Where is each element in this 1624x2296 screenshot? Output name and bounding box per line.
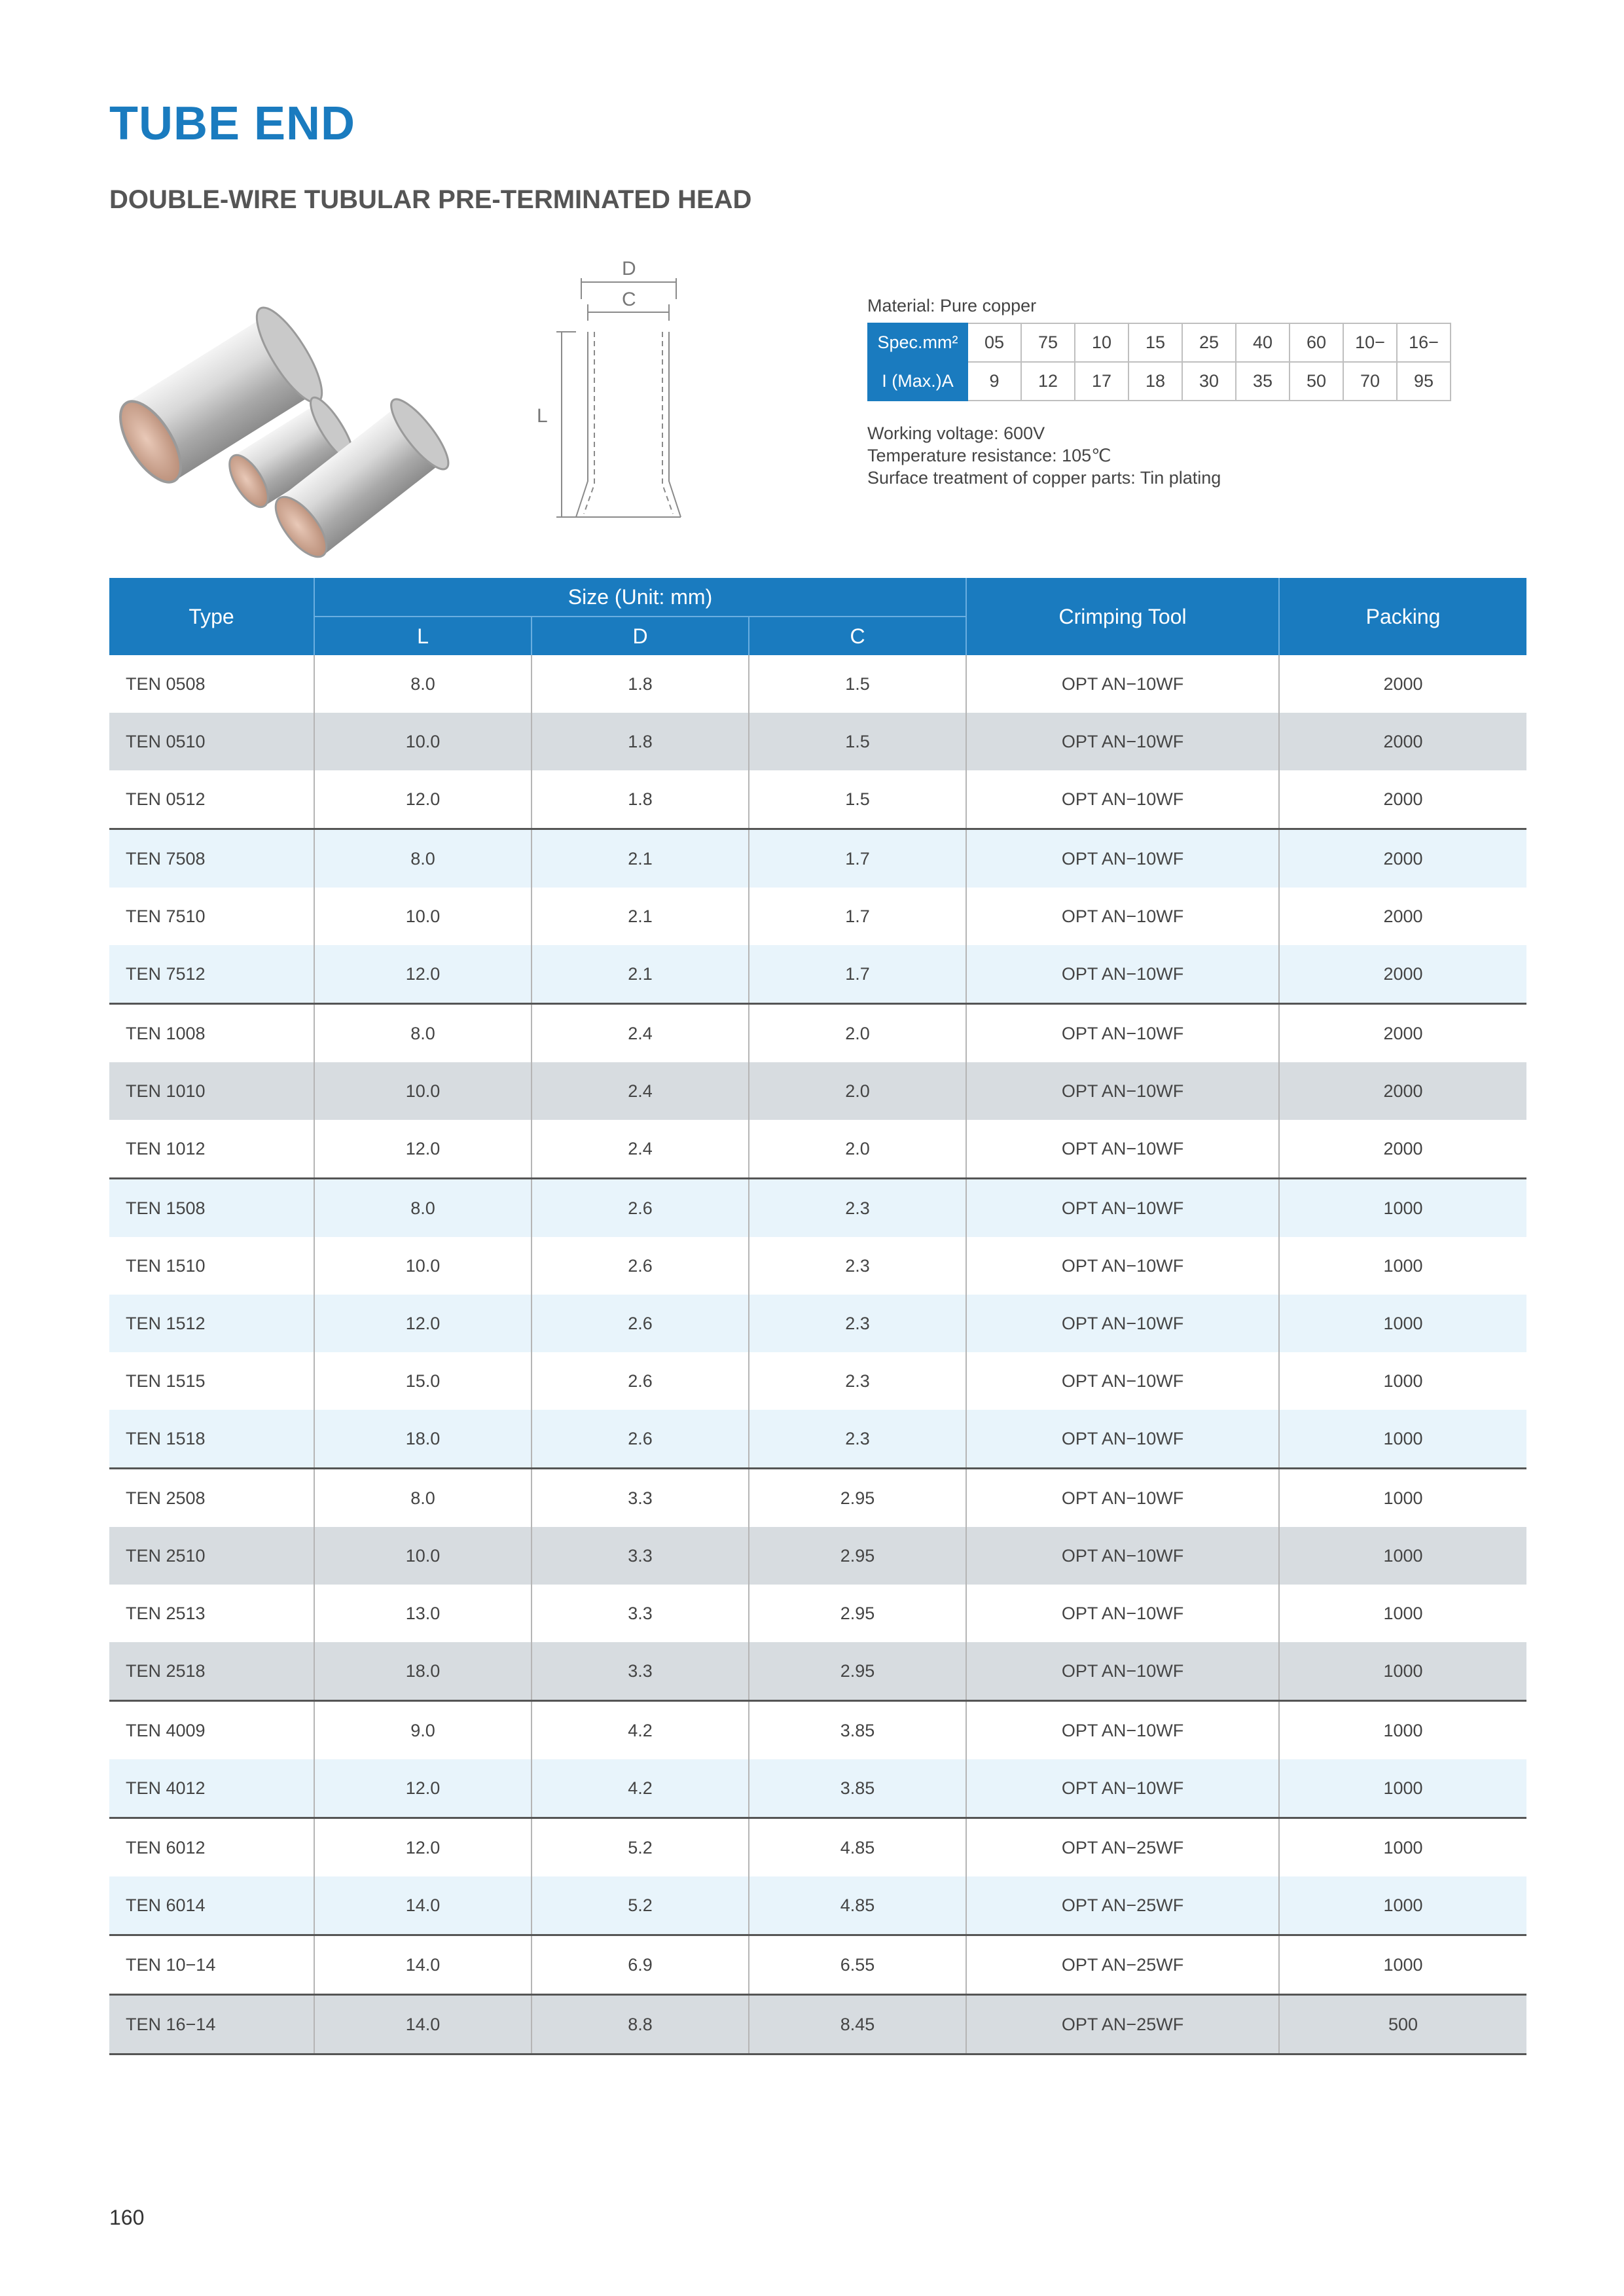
cell-type: TEN 1512 (126, 1313, 206, 1333)
cell-c: 2.95 (749, 1585, 966, 1642)
cell-d: 3.3 (532, 1469, 749, 1528)
spec-row-spec (868, 323, 1451, 362)
table-row (109, 1469, 1526, 1528)
cell-packing: 2000 (1279, 1120, 1526, 1179)
table-row (109, 655, 1526, 713)
cell-packing: 1000 (1279, 1469, 1526, 1528)
cell-packing: 2000 (1279, 1062, 1526, 1120)
cell-packing: 500 (1279, 1995, 1526, 2054)
label-l: L (537, 405, 548, 427)
spec-cell: 05 (967, 323, 1021, 362)
cell-c: 2.3 (749, 1179, 966, 1238)
cell-d: 2.6 (532, 1295, 749, 1352)
cell-tool: OPT AN−10WF (966, 1701, 1279, 1760)
product-photo (98, 272, 465, 560)
cell-packing: 1000 (1279, 1527, 1526, 1585)
cell-c: 4.85 (749, 1876, 966, 1935)
cell-d: 3.3 (532, 1585, 749, 1642)
table-row (109, 1004, 1526, 1063)
cell-d: 1.8 (532, 713, 749, 770)
cell-packing: 2000 (1279, 770, 1526, 829)
cell-tool: OPT AN−10WF (966, 1352, 1279, 1410)
header-c: C (749, 617, 966, 655)
cell-c: 2.3 (749, 1237, 966, 1295)
cell-type: TEN 4009 (109, 1701, 314, 1760)
spec-cell: 30 (1182, 362, 1236, 401)
table-row (109, 770, 1526, 829)
header-packing: Packing (1279, 578, 1526, 655)
cell-d: 2.4 (532, 1120, 749, 1179)
table-row (109, 1410, 1526, 1469)
cell-c: 6.55 (749, 1935, 966, 1995)
spec-cell: 35 (1236, 362, 1290, 401)
cell-type: TEN 1515 (126, 1371, 206, 1391)
cell-l: 8.0 (314, 1469, 532, 1528)
cell-c: 2.0 (749, 1004, 966, 1063)
table-row (109, 1179, 1526, 1238)
cell-packing: 2000 (1279, 945, 1526, 1004)
cell-d: 2.1 (532, 829, 749, 888)
spec-row-current (868, 362, 1451, 401)
cell-c: 1.7 (749, 945, 966, 1004)
cell-tool: OPT AN−10WF (966, 1759, 1279, 1818)
spec-row-header: Spec.mm² (868, 323, 967, 362)
header-l: L (314, 617, 532, 655)
spec-cell: 60 (1290, 323, 1343, 362)
table-row (109, 1701, 1526, 1760)
cell-c: 2.3 (749, 1295, 966, 1352)
cell-type: TEN 0510 (126, 731, 206, 751)
table-row (109, 1818, 1526, 1877)
cell-d: 6.9 (532, 1935, 749, 1995)
spec-cell: 70 (1343, 362, 1397, 401)
cell-c: 2.95 (749, 1469, 966, 1528)
header-crimping-tool: Crimping Tool (966, 578, 1279, 655)
cell-type: TEN 0508 (126, 673, 206, 694)
cell-type: TEN 2510 (126, 1545, 206, 1566)
cell-l: 10.0 (314, 1527, 532, 1585)
cell-l: 10.0 (314, 1062, 532, 1120)
cell-packing: 1000 (1279, 1410, 1526, 1469)
cell-d: 5.2 (532, 1818, 749, 1877)
cell-tool: OPT AN−10WF (966, 1237, 1279, 1295)
note-temperature: Temperature resistance: 105℃ (867, 446, 1111, 465)
cell-c: 2.95 (749, 1642, 966, 1701)
cell-packing: 1000 (1279, 1818, 1526, 1877)
spec-notes (867, 422, 1221, 489)
cell-d: 2.1 (532, 945, 749, 1004)
cell-c: 1.7 (749, 829, 966, 888)
cell-tool: OPT AN−25WF (966, 1818, 1279, 1877)
cell-c: 1.5 (749, 770, 966, 829)
cell-packing: 1000 (1279, 1642, 1526, 1701)
table-row (109, 1585, 1526, 1642)
cell-type: TEN 6014 (126, 1895, 206, 1915)
spec-cell: 25 (1182, 323, 1236, 362)
cell-d: 5.2 (532, 1876, 749, 1935)
cell-packing: 2000 (1279, 888, 1526, 945)
cell-tool: OPT AN−25WF (966, 1876, 1279, 1935)
cell-d: 2.6 (532, 1179, 749, 1238)
dimension-drawing (530, 259, 727, 533)
cell-l: 18.0 (314, 1410, 532, 1469)
cell-type: TEN 7508 (109, 829, 314, 888)
cell-d: 8.8 (532, 1995, 749, 2054)
spec-cell: 40 (1236, 323, 1290, 362)
spec-cell: 10− (1343, 323, 1397, 362)
cell-packing: 1000 (1279, 1179, 1526, 1238)
spec-cell: 75 (1021, 323, 1075, 362)
table-row (109, 1995, 1526, 2054)
cell-c: 1.5 (749, 655, 966, 713)
cell-l: 9.0 (314, 1701, 532, 1760)
cell-packing: 1000 (1279, 1295, 1526, 1352)
cell-l: 8.0 (314, 1004, 532, 1063)
spec-cell: 18 (1128, 362, 1182, 401)
cell-c: 4.85 (749, 1818, 966, 1877)
cell-tool: OPT AN−10WF (966, 1642, 1279, 1701)
note-surface: Surface treatment of copper parts: Tin plating (867, 468, 1221, 488)
cell-tool: OPT AN−10WF (966, 1120, 1279, 1179)
cell-packing: 1000 (1279, 1759, 1526, 1818)
table-row (109, 1062, 1526, 1120)
cell-tool: OPT AN−25WF (966, 1935, 1279, 1995)
spec-cell: 95 (1397, 362, 1451, 401)
cell-c: 8.45 (749, 1995, 966, 2054)
cell-tool: OPT AN−10WF (966, 1469, 1279, 1528)
table-row (109, 945, 1526, 1004)
cell-d: 2.4 (532, 1004, 749, 1063)
spec-cell: 15 (1128, 323, 1182, 362)
cell-type: TEN 2508 (109, 1469, 314, 1528)
cell-c: 1.7 (749, 888, 966, 945)
cell-l: 8.0 (314, 829, 532, 888)
cell-type: TEN 16−14 (109, 1995, 314, 2054)
header-size: Size (Unit: mm) (314, 578, 966, 617)
cell-l: 12.0 (314, 770, 532, 829)
cell-c: 2.95 (749, 1527, 966, 1585)
cell-tool: OPT AN−10WF (966, 1062, 1279, 1120)
cell-d: 2.6 (532, 1352, 749, 1410)
cell-packing: 2000 (1279, 1004, 1526, 1063)
cell-type: TEN 4012 (126, 1778, 206, 1798)
cell-d: 2.4 (532, 1062, 749, 1120)
cell-l: 10.0 (314, 713, 532, 770)
cell-tool: OPT AN−10WF (966, 1527, 1279, 1585)
spec-cell: 9 (967, 362, 1021, 401)
spec-cell: 16− (1397, 323, 1451, 362)
table-row (109, 1759, 1526, 1818)
cell-l: 12.0 (314, 1295, 532, 1352)
cell-tool: OPT AN−10WF (966, 713, 1279, 770)
cell-tool: OPT AN−10WF (966, 888, 1279, 945)
cell-d: 4.2 (532, 1701, 749, 1760)
cell-l: 8.0 (314, 655, 532, 713)
cell-packing: 1000 (1279, 1237, 1526, 1295)
cell-type: TEN 2513 (126, 1603, 206, 1623)
cell-packing: 2000 (1279, 655, 1526, 713)
cell-l: 12.0 (314, 1818, 532, 1877)
cell-packing: 1000 (1279, 1585, 1526, 1642)
cell-tool: OPT AN−25WF (966, 1995, 1279, 2054)
cell-d: 1.8 (532, 770, 749, 829)
cell-d: 2.6 (532, 1410, 749, 1469)
cell-packing: 1000 (1279, 1352, 1526, 1410)
spec-cell: 12 (1021, 362, 1075, 401)
cell-type: TEN 1518 (126, 1428, 206, 1448)
spec-cell: 10 (1075, 323, 1128, 362)
spec-cell: 50 (1290, 362, 1343, 401)
page-subtitle: DOUBLE-WIRE TUBULAR PRE-TERMINATED HEAD (109, 185, 752, 214)
cell-type: TEN 7512 (126, 963, 206, 984)
spec-cell: 17 (1075, 362, 1128, 401)
cell-tool: OPT AN−10WF (966, 770, 1279, 829)
cell-tool: OPT AN−10WF (966, 1004, 1279, 1063)
cell-tool: OPT AN−10WF (966, 945, 1279, 1004)
table-row (109, 888, 1526, 945)
page-number: 160 (109, 2206, 145, 2229)
cell-packing: 1000 (1279, 1935, 1526, 1995)
cell-l: 12.0 (314, 1759, 532, 1818)
cell-c: 2.0 (749, 1120, 966, 1179)
cell-c: 3.85 (749, 1701, 966, 1760)
table-row (109, 1295, 1526, 1352)
label-d: D (622, 259, 636, 279)
cell-d: 4.2 (532, 1759, 749, 1818)
cell-c: 2.0 (749, 1062, 966, 1120)
cell-type: TEN 1010 (126, 1081, 206, 1101)
cell-type: TEN 7510 (126, 906, 206, 926)
cell-c: 1.5 (749, 713, 966, 770)
cell-d: 3.3 (532, 1527, 749, 1585)
product-table (109, 578, 1526, 2055)
note-voltage: Working voltage: 600V (867, 423, 1045, 443)
cell-l: 12.0 (314, 945, 532, 1004)
cell-c: 2.3 (749, 1352, 966, 1410)
cell-l: 12.0 (314, 1120, 532, 1179)
spec-row-header: I (Max.)A (868, 362, 967, 401)
table-row (109, 1527, 1526, 1585)
cell-packing: 1000 (1279, 1701, 1526, 1760)
cell-tool: OPT AN−10WF (966, 1410, 1279, 1469)
cell-packing: 1000 (1279, 1876, 1526, 1935)
cell-l: 14.0 (314, 1995, 532, 2054)
table-row (109, 713, 1526, 770)
cell-packing: 2000 (1279, 829, 1526, 888)
material-text: Material: Pure copper (867, 296, 1037, 315)
cell-tool: OPT AN−10WF (966, 1585, 1279, 1642)
cell-d: 1.8 (532, 655, 749, 713)
cell-l: 10.0 (314, 888, 532, 945)
cell-d: 2.6 (532, 1237, 749, 1295)
table-row (109, 1935, 1526, 1995)
table-row (109, 1642, 1526, 1701)
table-row (109, 1120, 1526, 1179)
cell-packing: 2000 (1279, 713, 1526, 770)
cell-tool: OPT AN−10WF (966, 655, 1279, 713)
cell-l: 14.0 (314, 1935, 532, 1995)
cell-tool: OPT AN−10WF (966, 829, 1279, 888)
cell-l: 8.0 (314, 1179, 532, 1238)
cell-d: 2.1 (532, 888, 749, 945)
table-row (109, 1352, 1526, 1410)
cell-type: TEN 6012 (109, 1818, 314, 1877)
cell-l: 13.0 (314, 1585, 532, 1642)
cell-l: 14.0 (314, 1876, 532, 1935)
cell-l: 10.0 (314, 1237, 532, 1295)
header-d: D (532, 617, 749, 655)
header-type: Type (109, 578, 314, 655)
table-row (109, 1876, 1526, 1935)
cell-d: 3.3 (532, 1642, 749, 1701)
cell-type: TEN 2518 (126, 1660, 206, 1681)
table-row (109, 829, 1526, 888)
table-row (109, 1237, 1526, 1295)
cell-tool: OPT AN−10WF (966, 1295, 1279, 1352)
cell-tool: OPT AN−10WF (966, 1179, 1279, 1238)
page-title: TUBE END (109, 98, 356, 150)
cell-l: 18.0 (314, 1642, 532, 1701)
cell-type: TEN 0512 (126, 789, 206, 809)
cell-c: 2.3 (749, 1410, 966, 1469)
cell-type: TEN 1012 (126, 1138, 206, 1158)
cell-type: TEN 1510 (126, 1255, 206, 1276)
spec-table (867, 323, 1451, 401)
cell-l: 15.0 (314, 1352, 532, 1410)
label-c: C (622, 289, 636, 310)
cell-type: TEN 10−14 (109, 1935, 314, 1995)
cell-type: TEN 1008 (109, 1004, 314, 1063)
cell-type: TEN 1508 (109, 1179, 314, 1238)
cell-c: 3.85 (749, 1759, 966, 1818)
